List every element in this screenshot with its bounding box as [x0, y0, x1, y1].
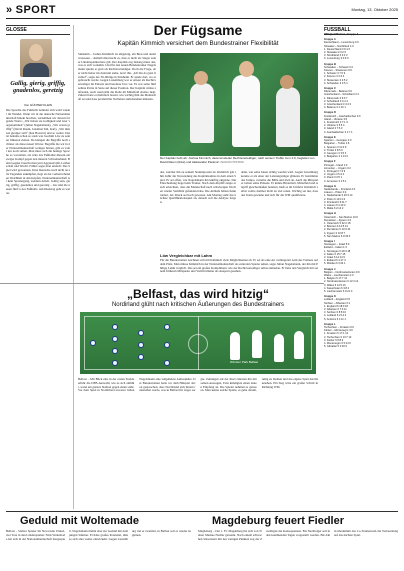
result-row: Slowakei – Nordirland 1:0	[324, 44, 354, 48]
result-row: 1. Deutschland 3 9:1 6	[324, 47, 350, 51]
player-marker	[112, 360, 118, 366]
result-row: 2. Ukraine 3 5:6 4	[324, 124, 345, 128]
result-row: 3. Georgien 3 3:5 3	[324, 151, 347, 155]
group-heading: Gruppe F	[324, 160, 336, 164]
result-row: Deutschland – Luxemburg 4:0	[324, 41, 359, 45]
result-row: 3. Finnland 6 6:11 7	[324, 200, 347, 204]
page-header	[6, 3, 398, 19]
result-row: 2. Italien 6 15:7 15	[324, 252, 346, 256]
group-heading: Gruppe J	[324, 267, 336, 271]
stadium-label: Windsor Park Belfast	[230, 360, 259, 364]
result-row: 1. Dänemark 3 9:0 7	[324, 96, 348, 100]
kimmich-photo	[160, 53, 318, 156]
result-row: Armenien – Ungarn 0:2	[324, 166, 351, 170]
caption-text: Der Kapitän hebt ab: Joshua Kimmich, diesmal wieder Rechtsverteidiger, nach seinem Treffer zum 4:0, begleitet von David Raum (links) und Aleksandar Pavlovic.	[160, 156, 315, 164]
result-row: 1. Portugal 3 7:2 9	[324, 169, 346, 173]
result-row: 4. Bulgarien 3 1:13 0	[324, 155, 348, 159]
bottom-right-body: Magdeburg – Der 1. FC Magdeburg hat sich von Trainer Markus Fiedler getrennt. Nach einem schwachen Saisonstart mit nur wenigen Punkten zog der Zweitligist die Konsequenzen. Ein Nachfolger soll in den kommenden Tagen vorgestellt werden. Bis dahin übernimmt das Co-Trainerteam die Vorbereitung auf das nächste Spiel.	[198, 530, 398, 541]
result-row: 2. Slowakei 3 3:2 6	[324, 51, 346, 55]
results-table	[324, 33, 398, 541]
result-row: 1. Spanien 3 11:0 9	[324, 145, 347, 149]
player-figure	[276, 87, 300, 147]
article1-body-left: Sinsheim – Joshua Kimmich ist ehrgeizig, ein Boss und detailversessen – deshalb überrascht es, dass er nicht als Sieger seiner Länderspielkarriere gilt. Der Kapitän zog bislang meist das, was er sich vornahm. Und für den neuen Bundestrainer Nagelsmann spielte er gern als Rechtsverteidiger. Doch die Frage, ob er nicht lieber im Zentrum stehe, nervt ihn. „Ich bin da ganz flexibel“, sagte der 30-Jährige in Sinsheim. Er spiele dort, wo er gebraucht werde. Gegen Luxemburg war er erneut als Rechtsverteidiger im Einsatz und bereitete Tore vor. Es war seine fünfzehnte Partie in Serie auf dieser Position. Der Kapitän wirkte zufrieden, auch wenn ihm die Rolle im Mittelfeld ebenso liegt. Zuletzt hatte er mehrfach betont, wie wichtig ihm die Mannschaft sei und dass persönliche Vorlieben zurückstehen müssten.	[78, 53, 156, 101]
bottom-left-headline: Geduld mit Woltemade	[20, 515, 139, 527]
result-row: Portugal – Irland 1:0	[324, 163, 348, 167]
player-head	[194, 71, 208, 85]
bottom-left-body: Belfast – Siebter Spieler für Newcastle United, vier Tore in den Länderspielen: Nick Woltemade hat sich in der Nationalmannschaft festgespielt. Nagelsmann mahnt aber zur Geduld mit dem jungen Stürmer. Er habe großes Potenzial, müsse sich aber weiter entwickeln. Gegen Luxemburg traf er zweimal, in Belfast soll er wieder beginnen.	[6, 530, 191, 541]
article1-headline: Der Fügsame	[153, 22, 243, 38]
result-row: Belgien – Nordmazedonien 0:0	[324, 270, 360, 274]
result-row: 3. Irland 3 3:5 1	[324, 176, 343, 180]
glosse-body: Die Sprache des Fußballs befindet sich wohl wieder im Wandel. Wenn wir in die deutsche Nationalmannschaft hinein horchen, vernehmen wir derzeit folgende Worte: „Wir haben sie Galligkeit und Gier vorgenommen“ (Julian Nagelsmann), „Wir waren griffig“ (David Raum, Jonathan Tah, Karl), „Wir müssen gieriger sein“ (Kai Havertz) und so weiter. Das ist beinahe schon so stark wie Joachim Löw zu seinen früheren Zeiten. Da klangen die Begriffe noch schöner als diese neuen Wörter. Begriffe die wir in der Nationalmannschaft weniger hörten, gibt es wohl nur noch selten. Man muss sich die heutige Sprache so vorstellen, als wäre das Fußballer-Dasein ein ewiger Kampf gegen den inneren Schweinehund. Beim Gegner braucht man jetzt Aggressivität, Leidenschaft und Wucht. Früher sagte man einfach: Das Spiel wird gewonnen. Dass Deutsche noch nicht an alte Tugenden anknüpfen, liegt an der vorherrschenden Weichheit in den Köpfen. Nationalmannschaft ist kein Spaziergang, sondern Arbeit. Gallig sein, gierig, griffig, gnadenlos und geretzig – das sind die neuen fünf G des Fußballs. Am Dienstag geht es weiter.	[6, 109, 70, 195]
result-row: 4. Litauen 6 4:10 3	[324, 203, 346, 207]
result-row: Färöer – Montenegro 4:0	[324, 329, 353, 333]
group-heading: Gruppe A	[324, 38, 336, 42]
player-marker	[112, 336, 118, 342]
photo-credit: IMAGO/FOTOSTAND	[220, 160, 244, 164]
result-row: Griechenland – Schottland 3:1	[324, 93, 359, 97]
result-row: 5. Moldau 6 3:24 1	[324, 262, 346, 266]
result-row: 4. Estland 6 4:17 3	[324, 259, 346, 263]
group-heading: Gruppe E	[324, 135, 336, 139]
result-row: Spanien – Georgien 2:0	[324, 139, 352, 143]
result-row: Estland – Italien 1:3	[324, 246, 347, 250]
result-row: 4. Belarus 3 1:10 1	[324, 106, 346, 110]
result-row: 2. Tschechien 6 13:7 13	[324, 335, 352, 339]
result-row: 5. Malta 6 2:14 2	[324, 207, 344, 211]
player-marker	[164, 342, 170, 348]
player-figure	[190, 83, 214, 143]
result-row: 3. Rumänien 6 13:9 10	[324, 228, 351, 232]
article1-body-mid: des, welcher ihn zu seinem Stammposten ist. Kimmich gab ihm dafür die Verwendung des Kapitänsamtes in dem einen Spiel. Er sei offen, wie Nagelsmann ihn künftig einplane. Die Entscheidung liege beim Trainer. Nach dem Abpfiff zeigte er sich erleichtert, dass die Mannschaft nach schwierigen Wochen wieder Stabilität gefunden habe. Die Abläufe hätten funktioniert, der Druck sei hoch gewesen. Am Montag steht das nächste Qualifikationsspiel an, danach soll die Analyse folgen.	[160, 171, 236, 204]
article2-body: Belfast – Mit Blick eins in der ersten Stunde erfuhr die DFB-Auswahl, wie es sich anfühlt, wenn ein ganzes Stadion gegen einen steht. Vor dem Spiel in Nordirland erwartet Julian Nagelsmann eine aufgeheizte Atmosphäre. Der Bundestrainer hatte vor dem Hinspiel davon gesprochen, dass Nordirland sich hinten reinstellen werde, was in Belfast für Ärger sorgte. Zeitungen auf der Insel zitierten ihn mit seinen Aussagen, Fans kündigten einen lauten Empfang an. Die Spieler nehmen es gelassen. Man kenne solche Spiele, es gehe darum, ruhig zu bleiben und das eigene Spiel durchzuziehen. Ein Sieg wäre ein großer Schritt in Richtung WM.	[78, 378, 318, 393]
result-row: 4. Aserbaidschan 3 1:7 1	[324, 130, 353, 134]
result-row: Österreich – San Marino 10:0	[324, 215, 358, 219]
glosse-label: GLOSSE	[6, 25, 70, 35]
result-row: 2. Türkei 3 8:5 6	[324, 148, 343, 152]
player-marker	[138, 354, 144, 360]
result-row: 2. Polen 6 10:4 13	[324, 197, 346, 201]
result-row: Tschechien – Kroatien 0:0	[324, 326, 354, 330]
player-marker	[112, 324, 118, 330]
result-row: 5. San Marino 6 0:33 0	[324, 234, 351, 238]
center-circle	[188, 334, 208, 354]
player-figure	[232, 75, 260, 147]
results-title: WM-Qualifikation, Gruppe A	[324, 33, 359, 36]
result-row: 4. Lettland 6 2:14 4	[324, 314, 347, 318]
result-row: Schweden – Schweiz 0:2	[324, 65, 353, 69]
group-heading: Gruppe I	[324, 239, 335, 243]
result-row: 1. Kroatien 5 17:1 13	[324, 332, 349, 336]
result-row: 2. Albanien 6 7:3 11	[324, 308, 347, 312]
result-row: 3. Israel 6 14:14 9	[324, 256, 345, 259]
player-marker	[164, 324, 170, 330]
column-divider	[73, 25, 74, 509]
result-row: 1. Österreich 6 22:2 18	[324, 221, 351, 225]
article1-body-right: denn, wie seine Ideen richtig werden wird. Gegen Luxemburg konnte er als einer der Leistungsträger glänzen. Er bestimmte das Tempo, verteilte die Bälle und trieb an. Auch die Mitspieler lobten seine Präsenz. Er könne Hinterhalt, Mittelfeld und Angriff gleichermaßen beleben, hieß es im Umfeld. Kimmich selbst wollte darüber nicht zu viel reden. Wichtig sei nur, dass das Team gewinne und sich für die WM qualifiziere.	[241, 171, 318, 197]
result-row: 1. Frankreich 3 7:1 9	[324, 121, 348, 125]
result-row: 5. Andorra 6 1:11 1	[324, 317, 346, 321]
player-marker	[90, 340, 96, 346]
result-row: 3. Färöer 6 8:8 9	[324, 338, 344, 342]
player-marker	[164, 360, 170, 366]
result-row: Wales – Liechtenstein 1:0	[324, 274, 354, 278]
result-row: 4. Luxemburg 3 0:9 0	[324, 57, 349, 61]
result-row: 1. Belgien 6 17:7 12	[324, 277, 348, 281]
group-heading: Gruppe H	[324, 212, 336, 216]
bottom-right-headline: Magdeburg feuert Fiedler	[212, 515, 345, 527]
result-row: 3. Slowenien 3 2:5 2	[324, 78, 348, 82]
result-row: 4. Montenegro 6 5:14 6	[324, 342, 351, 346]
result-row: 3. Serbien 6 8:8 10	[324, 311, 346, 315]
result-row: 3. Wales 6 12:5 10	[324, 283, 346, 287]
result-row: 3. Nordirland 3 3:3 3	[324, 54, 348, 58]
result-row: Dänemark – Belarus 6:0	[324, 90, 352, 94]
result-row: 1. England 6 18:0 18	[324, 304, 348, 308]
group-heading: Gruppe D	[324, 111, 336, 115]
result-row: 3. Griechenland 3 4:4 3	[324, 103, 351, 107]
photo-caption	[160, 157, 318, 164]
glosse-author: Von GÜNTER KLEIN	[23, 103, 53, 107]
result-row: 2. Kosovo 3 3:4 4	[324, 75, 345, 79]
player-head	[280, 75, 294, 89]
result-row: 2. Ungarn 3 5:4 4	[324, 173, 345, 177]
result-row: 5. Liechtenstein 6 0:21 0	[324, 290, 353, 294]
result-row: 2. Nordmazedonien 6 12:4 12	[324, 280, 359, 284]
player-marker	[138, 342, 144, 348]
player-head	[239, 61, 254, 77]
result-row: Rumänien – Zypern 2:2	[324, 218, 352, 222]
article2-headline: „Belfast, das wird hitzig“	[126, 287, 270, 301]
page-date: Montag, 13. Oktober 2025	[351, 7, 398, 12]
result-row: Norwegen – Israel 5:0	[324, 243, 350, 247]
group-heading: Gruppe K	[324, 295, 336, 299]
result-row: 1. Norwegen 6 29:3 18	[324, 249, 351, 253]
player-figure	[274, 334, 284, 362]
result-row: Bulgarien – Türkei 1:6	[324, 142, 350, 146]
result-row: 4. Schweden 3 2:5 1	[324, 81, 348, 85]
author-photo	[20, 39, 52, 77]
article1-subhead: Kapitän Kimmich versichert dem Bundestrainer Flexibilität	[117, 40, 279, 47]
lineup-graphic	[80, 312, 316, 374]
subheading: Löw Vergleichbar mit Lahm	[160, 253, 213, 258]
result-row: 1. Niederlande 6 20:3 14	[324, 194, 353, 198]
article1-body-bottom: Für die Bundestrainer zeichnen sich mit Kimmich viele Möglichkeiten ab: Er sei als eine Art verlängerter Arm des Trainers auf dem Platz. Man müsse Kimmich in der Nationalmannschaft als zentralen Spieler sehen, sagte Julian Nagelsmann, der ihn mit Philipp Lahm verglich. Das sei ein großes Kompliment, wie der Rechtsverteidiger selbst anmerkte. Er habe den Vergleich mit seinem früheren Mitspieler und Vorbild immer als Ansporn gesehen.	[160, 259, 318, 274]
result-row: 4. Kasachstan 6 3:8 4	[324, 286, 350, 290]
group-heading: Gruppe G	[324, 184, 336, 188]
article2-subhead: Nordirland glüht nach kritischen Äußerungen des Bundestrainers	[111, 302, 285, 308]
result-row: 4. Zypern 6 10:8 7	[324, 231, 346, 235]
result-row: Serbien – Albanien 0:1	[324, 301, 351, 305]
sidebar-label: FUSSBALL	[324, 25, 398, 35]
result-row: 1. Schweiz 3 7:0 9	[324, 72, 346, 76]
player-figure	[230, 332, 240, 360]
result-row: 2. Bosnien 6 12:5 13	[324, 225, 348, 229]
result-row: Kosovo – Slowenien 0:0	[324, 69, 352, 73]
player-figure	[252, 330, 262, 358]
result-row: Litauen – Polen 0:2	[324, 191, 347, 195]
player-marker	[112, 348, 118, 354]
result-row: 5. Gibraltar 5 2:20 0	[324, 345, 347, 349]
section-title: » SPORT	[6, 4, 56, 16]
result-row: 2. Schottland 3 4:4 4	[324, 99, 348, 103]
result-row: Island – Ukraine 3:5	[324, 117, 348, 121]
group-heading: Gruppe B	[324, 62, 336, 66]
player-marker	[138, 330, 144, 336]
glosse-title: Gallig, gierig, griffig, gnadenlos, geretzig	[10, 80, 66, 94]
group-heading: Gruppe C	[324, 87, 336, 91]
result-row: Frankreich – Aserbaidschan 3:0	[324, 114, 361, 118]
result-row: 3. Island 3 7:6 3	[324, 127, 343, 131]
result-row: 4. Armenien 3 1:5 1	[324, 179, 347, 183]
result-row: Niederlande – Finnland 4:0	[324, 187, 356, 191]
group-heading: Gruppe L	[324, 322, 336, 326]
player-figure	[294, 331, 304, 359]
result-row: Lettland – England 0:5	[324, 298, 350, 302]
